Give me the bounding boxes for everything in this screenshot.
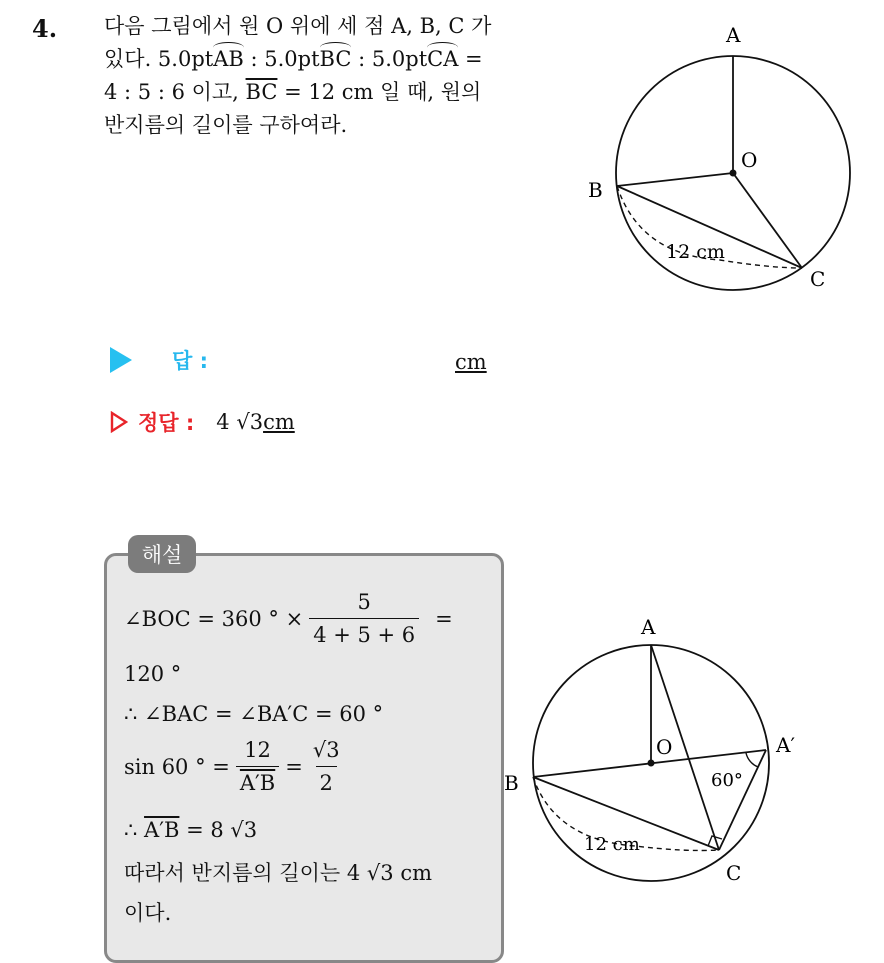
q-line2-prefix: 있다. 5.0pt <box>104 47 214 71</box>
fig1-label-a: A <box>726 23 741 47</box>
fig2-label-a-prime: A′ <box>776 733 795 757</box>
outline-triangle-icon <box>110 411 128 433</box>
center-dot-2 <box>648 760 655 767</box>
fig2-label-a: A <box>641 615 656 639</box>
answer-unit: cm <box>455 350 487 374</box>
question-text <box>104 10 564 142</box>
expl-l1-fraction <box>309 590 419 647</box>
question-line-2 <box>104 43 564 76</box>
solution-row <box>110 407 295 437</box>
expl-l4-eq: = <box>285 754 303 779</box>
expl-l4-left: sin 60 ° = <box>124 754 230 779</box>
expl-l1-left: ∠BOC = 360 ° × <box>124 606 304 631</box>
fig2-angle-label: 60° <box>711 770 743 791</box>
segment2-a-prime-c <box>719 750 766 850</box>
expl-l5-pre: ∴ <box>124 818 145 842</box>
segment-ob <box>617 173 733 186</box>
fig2-label-c: C <box>726 861 742 885</box>
expl-l1-den: 4 + 5 + 6 <box>309 618 419 647</box>
segment-bc: $\overline{BC}$ <box>245 80 278 104</box>
fig2-label-b: B <box>504 771 519 795</box>
expl-l4-fraction-2 <box>309 738 344 795</box>
center-dot <box>730 170 737 177</box>
angle-arc-60 <box>746 753 758 767</box>
question-line-3 <box>104 76 564 109</box>
question-line-4: 반지름의 길이를 구하여라. <box>104 113 348 137</box>
explanation-tag: 해설 <box>128 535 196 573</box>
expl-l4-num2: √3 <box>312 738 340 762</box>
figure-circle-question <box>580 20 870 300</box>
q-line3-suffix: = 12 cm 일 때, 원의 <box>277 80 482 104</box>
arc-ca: CA <box>427 43 458 76</box>
arc-bc: BC <box>320 43 352 76</box>
angle-mark-c <box>708 836 722 846</box>
question-number: 4. <box>32 14 58 43</box>
question-line-1: 다음 그림에서 원 O 위에 세 점 A, B, C 가 <box>104 14 492 38</box>
expl-l4-fraction-1 <box>236 738 279 795</box>
expl-l5-post: = 8 √3 <box>179 818 258 842</box>
expl-l4-den1: A′B <box>236 766 279 795</box>
solution-label: 정답 : <box>138 411 195 435</box>
expl-line-5 <box>124 818 257 842</box>
expl-line-1 <box>124 590 453 647</box>
arc-ab: AB <box>213 43 244 76</box>
q-line2-end: = <box>458 47 483 71</box>
play-icon <box>110 347 132 373</box>
q-line2-sep2: : 5.0pt <box>351 47 428 71</box>
fig1-label-c: C <box>810 267 826 291</box>
figure-circle-explanation <box>500 610 840 900</box>
fig1-length-label: 12 cm <box>666 241 725 263</box>
fig1-label-o: O <box>741 148 758 172</box>
expl-l5-seg: A′B <box>144 818 180 842</box>
solution-value: 4 √3 <box>216 410 264 434</box>
q-line3-prefix: 4 : 5 : 6 이고, <box>104 80 246 104</box>
expl-line-3: ∴ ∠BAC = ∠BA′C = 60 ° <box>124 702 384 726</box>
answer-label: 답 : <box>172 349 208 373</box>
expl-l1-num: 5 <box>357 590 371 614</box>
expl-l4-num1: 12 <box>244 738 271 762</box>
segment-oc <box>733 173 802 268</box>
fig1-label-b: B <box>588 178 603 202</box>
expl-line-4 <box>124 738 350 795</box>
q-line2-sep1: : 5.0pt <box>243 47 320 71</box>
fig2-label-o: O <box>656 735 673 759</box>
solution-unit: cm <box>263 410 295 434</box>
expl-line-6: 따라서 반지름의 길이는 4 √3 cm <box>124 861 433 885</box>
fig2-length-label: 12 cm <box>584 834 640 855</box>
expl-l4-den2: 2 <box>316 766 337 795</box>
expl-line-2: 120 ° <box>124 662 182 686</box>
expl-l1-eq: = <box>435 606 453 631</box>
answer-row <box>110 345 208 375</box>
expl-line-7: 이다. <box>124 901 172 925</box>
